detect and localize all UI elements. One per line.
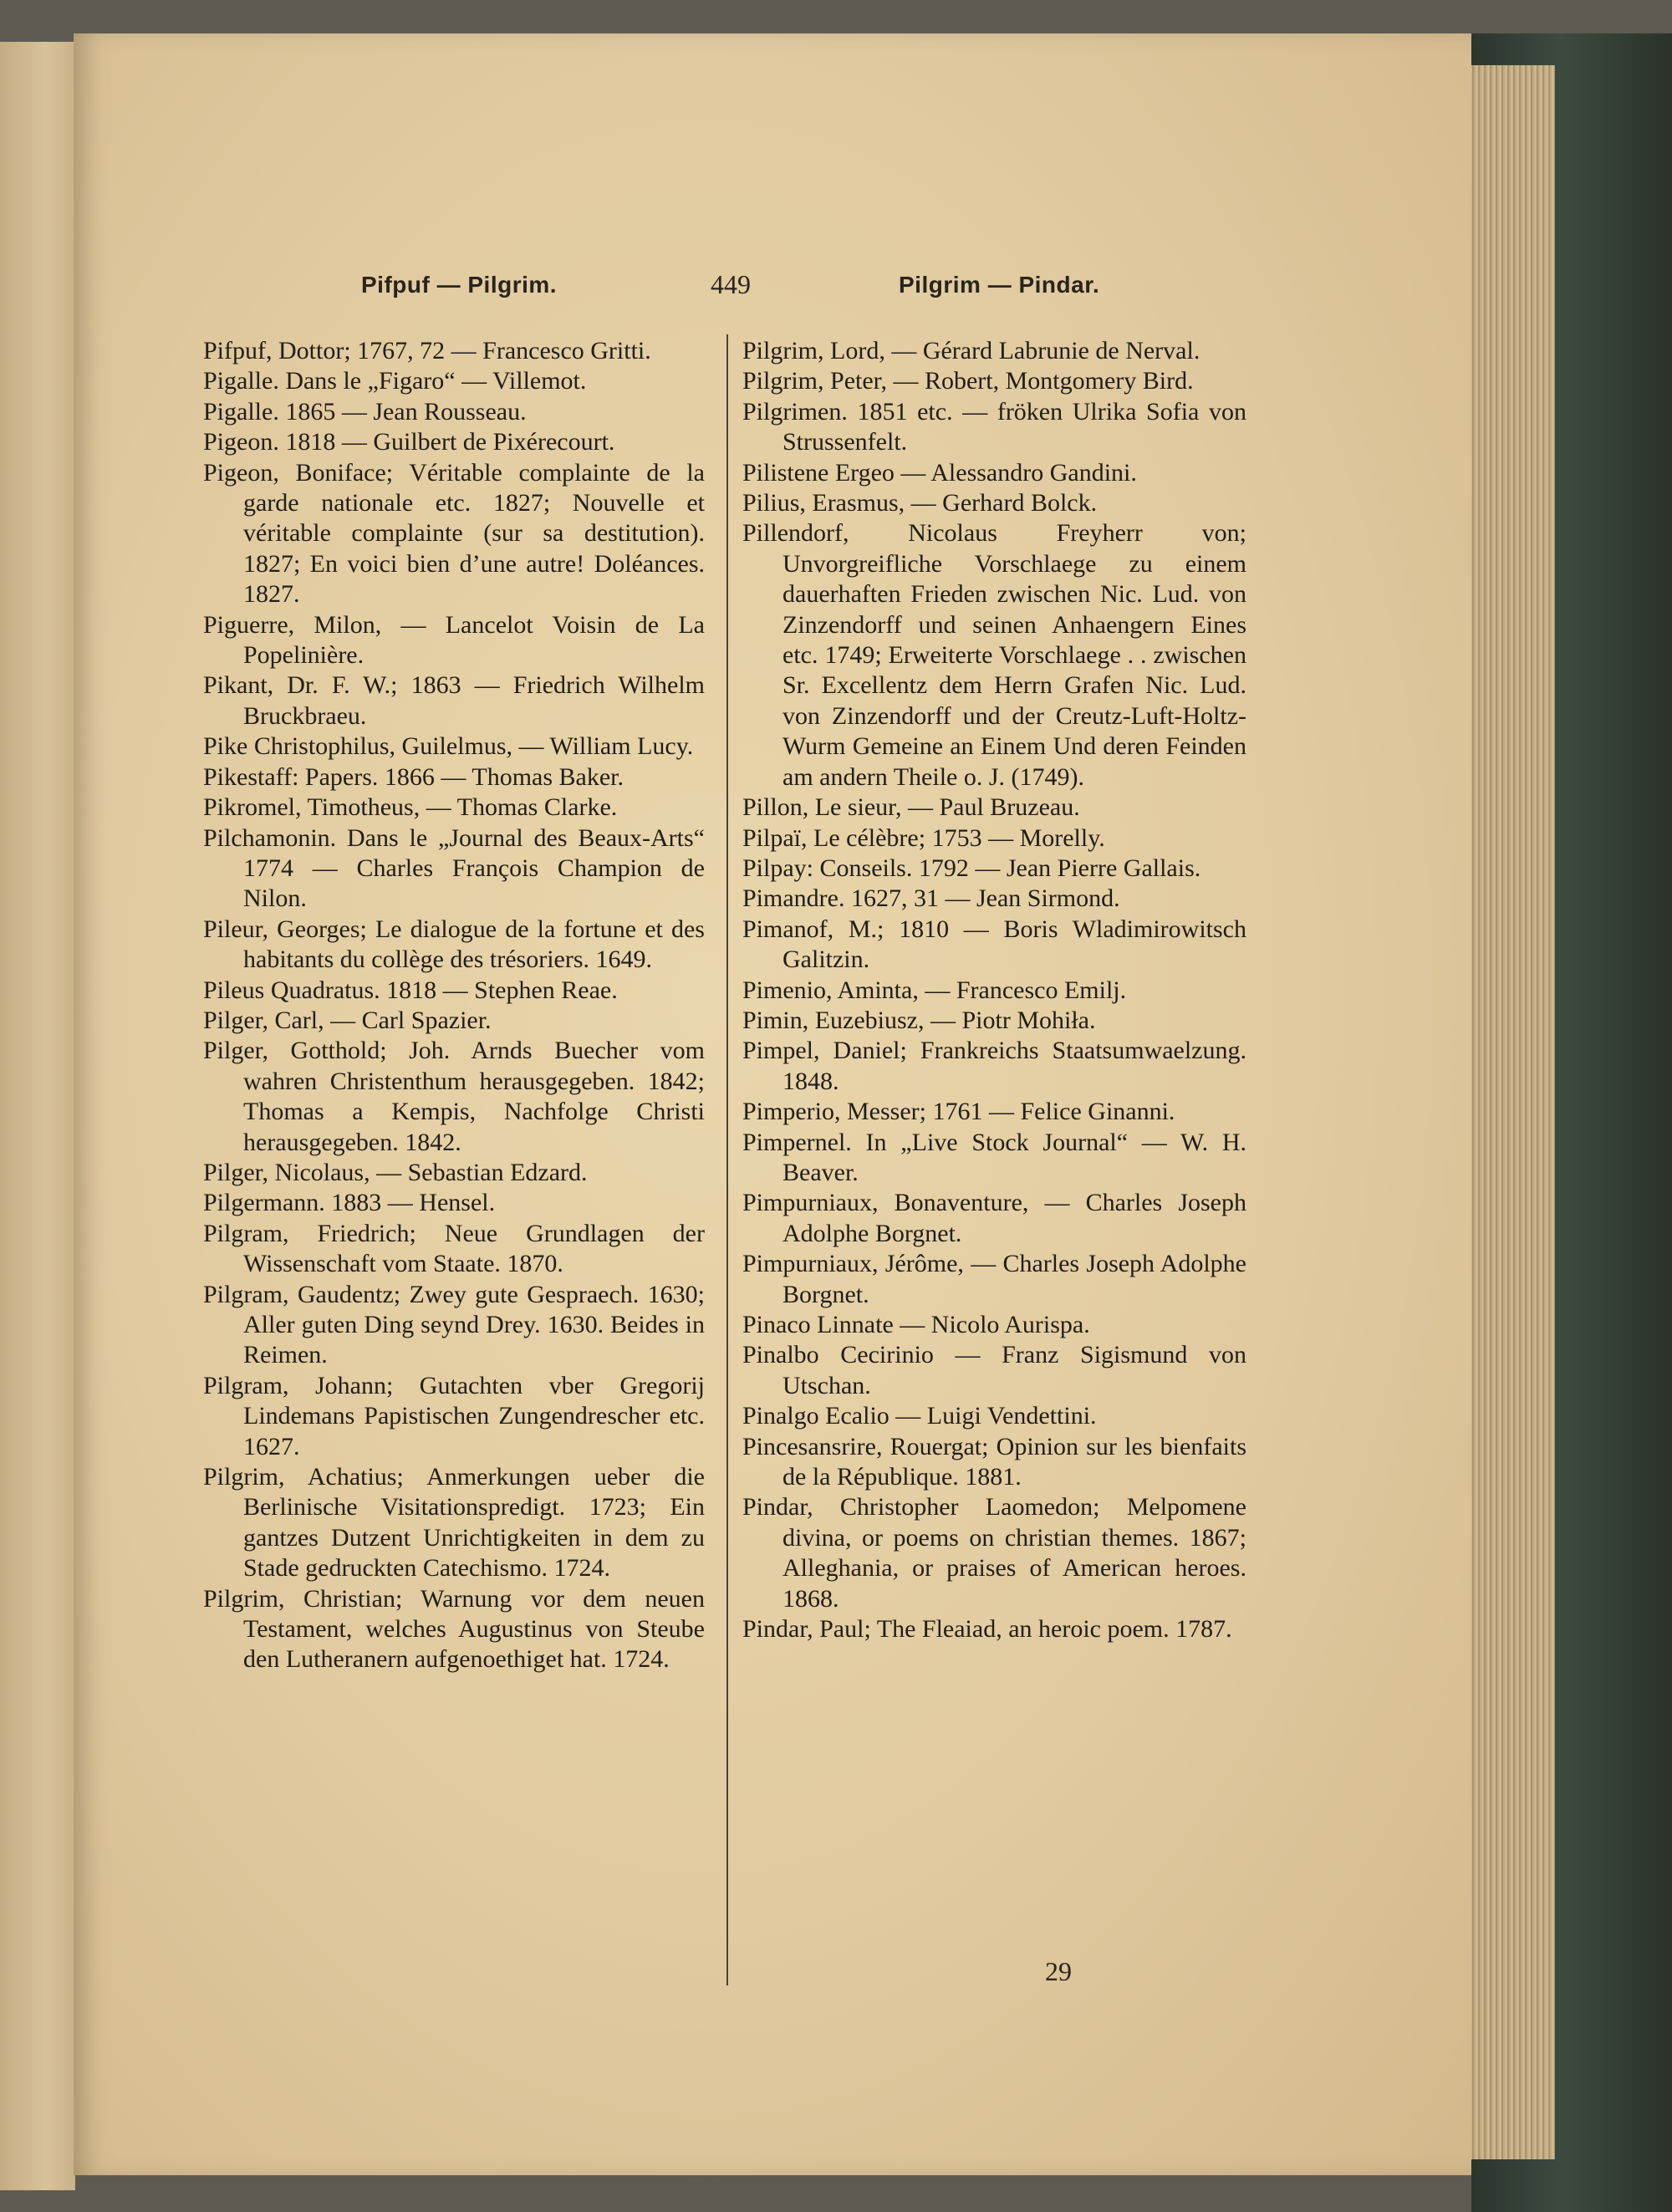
entry: Pileur, Georges; Le dialogue de la fortune et des habitants du collège des trésoriers. 1649. (203, 915, 705, 974)
entry: Pilius, Erasmus, — Gerhard Bolck. (742, 489, 1098, 517)
entry: Pilgrim, Christian; Warnung vor dem neuen Testament, welches Augustinus von Steube den Lutheranern aufgenoethiget hat. 1724. (203, 1584, 705, 1674)
entry: Pinalbo Cecirinio — Franz Sigismund von Utschan. (742, 1341, 1246, 1399)
entry: Pincesansrire, Rouergat; Opinion sur les bienfaits de la République. 1881. (742, 1432, 1246, 1491)
entry: Pilchamonin. Dans le „Journal des Beaux-Arts“ 1774 — Charles François Champion de Nilon. (203, 823, 705, 913)
right-column (742, 336, 1246, 1644)
entry: Pigeon. 1818 — Guilbert de Pixérecourt. (203, 428, 615, 456)
entry: Pifpuf, Dottor; 1767, 72 — Francesco Gritti. (203, 337, 651, 364)
entry: Pimperio, Messer; 1761 — Felice Ginanni. (742, 1098, 1175, 1126)
entry: Piguerre, Milon, — Lancelot Voisin de La Popelinière. (203, 610, 705, 670)
entry: Pimin, Euzebiusz, — Piotr Mohiła. (742, 1006, 1096, 1034)
column-divider (726, 334, 728, 1985)
entry: Pilistene Ergeo — Alessandro Gandini. (742, 458, 1137, 487)
facing-page-edge (0, 42, 75, 2190)
entry: Pigalle. 1865 — Jean Rousseau. (203, 397, 527, 426)
entry: Pilpay: Conseils. 1792 — Jean Pierre Gallais. (742, 854, 1201, 882)
entry: Pilgrimen. 1851 etc. — fröken Ulrika Sofia von Strussenfelt. (742, 397, 1246, 456)
entry: Pimandre. 1627, 31 — Jean Sirmond. (742, 884, 1120, 913)
entry: Pilger, Carl, — Carl Spazier. (203, 1006, 492, 1034)
entry: Pigeon, Boniface; Véritable complainte de la garde nationale etc. 1827; Nouvelle et véritable complainte (sur sa destitution). 1827; En voici bien d’une autre! Doléances. 1827. (203, 458, 705, 609)
entry: Pigalle. Dans le „Figaro“ — Villemot. (203, 367, 587, 395)
entry: Pileus Quadratus. 1818 — Stephen Reae. (203, 976, 618, 1004)
entry: Pikant, Dr. F. W.; 1863 — Friedrich Wilhelm Bruckbraeu. (203, 671, 705, 730)
entry: Pilgermann. 1883 — Hensel. (203, 1189, 496, 1217)
entry: Pilger, Gotthold; Joh. Arnds Buecher vom wahren Christenthum herausgegeben. 1842; Thomas a Kempis, Nachfolge Christi herausgegeben. 1842. (203, 1037, 705, 1156)
entry: Pillon, Le sieur, — Paul Bruzeau. (742, 793, 1080, 822)
entry: Pikromel, Timotheus, — Thomas Clarke. (203, 793, 618, 822)
running-header-left: Pifpuf — Pilgrim. (361, 272, 558, 298)
entry: Pimpurniaux, Bonaventure, — Charles Joseph Adolphe Borgnet. (742, 1189, 1246, 1247)
entry: Pimpel, Daniel; Frankreichs Staatsumwaelzung. 1848. (742, 1037, 1246, 1095)
entry: Pindar, Paul; The Fleaiad, an heroic poem. 1787. (742, 1615, 1232, 1644)
entry: Pilgram, Johann; Gutachten vber Gregorij Lindemans Papistischen Zungendrescher etc. 1627. (203, 1371, 705, 1460)
page-block-edges (1463, 65, 1555, 2159)
entry: Pilger, Nicolaus, — Sebastian Edzard. (203, 1158, 588, 1186)
entry: Pilgrim, Lord, — Gérard Labrunie de Nerval. (742, 337, 1200, 364)
entry: Pilgram, Gaudentz; Zwey gute Gespraech. 1630; Aller guten Ding seynd Drey. 1630. Beides in Reimen. (203, 1280, 705, 1369)
entry: Pillendorf, Nicolaus Freyherr von; Unvorgreifliche Vorschlaege zu einem dauerhaften Frieden zwischen Nic. Lud. von Zinzendorff und seinen Anhaengern Eines etc. 1749; Erweiterte Vorschlaege . . zwischen Sr. Excellentz dem Herrn Grafen Nic. Lud. von Zinzendorff und der Creutz-Luft-Holtz-Wurm Gemeine an Einem Und deren Feinden am andern Theile o. J. (1749). (742, 519, 1246, 791)
entry: Pikestaff: Papers. 1866 — Thomas Baker. (203, 762, 624, 791)
entry: Pimanof, M.; 1810 — Boris Wladimirowitsch Galitzin. (742, 915, 1246, 974)
entry: Pilpaï, Le célèbre; 1753 — Morelly. (742, 823, 1105, 852)
entry: Pilgram, Friedrich; Neue Grundlagen der Wissenschaft vom Staate. 1870. (203, 1219, 705, 1278)
entry: Pindar, Christopher Laomedon; Melpomene divina, or poems on christian themes. 1867; Alleghania, or praises of American heroes. 1868. (742, 1493, 1246, 1613)
entry: Pilgrim, Peter, — Robert, Montgomery Bird. (742, 367, 1194, 395)
left-column (203, 336, 705, 1675)
entry: Pimpurniaux, Jérôme, — Charles Joseph Adolphe Borgnet. (742, 1250, 1246, 1308)
page-number: 449 (711, 269, 751, 299)
entry: Pike Christophilus, Guilelmus, — William Lucy. (203, 732, 694, 761)
signature-number: 29 (1045, 1956, 1072, 1986)
entry: Pimpernel. In „Live Stock Journal“ — W. H. Beaver. (742, 1128, 1246, 1186)
entry: Pimenio, Aminta, — Francesco Emilj. (742, 976, 1127, 1004)
entry: Pinalgo Ecalio — Luigi Vendettini. (742, 1402, 1097, 1430)
entry: Pinaco Linnate — Nicolo Aurispa. (742, 1311, 1090, 1338)
running-header-right: Pilgrim — Pindar. (899, 272, 1100, 298)
entry: Pilgrim, Achatius; Anmerkungen ueber die Berlinische Visitationspredigt. 1723; Ein gantzes Dutzent Unrichtigkeiten in dem zu Stade gedruckten Catechismo. 1724. (203, 1463, 705, 1583)
